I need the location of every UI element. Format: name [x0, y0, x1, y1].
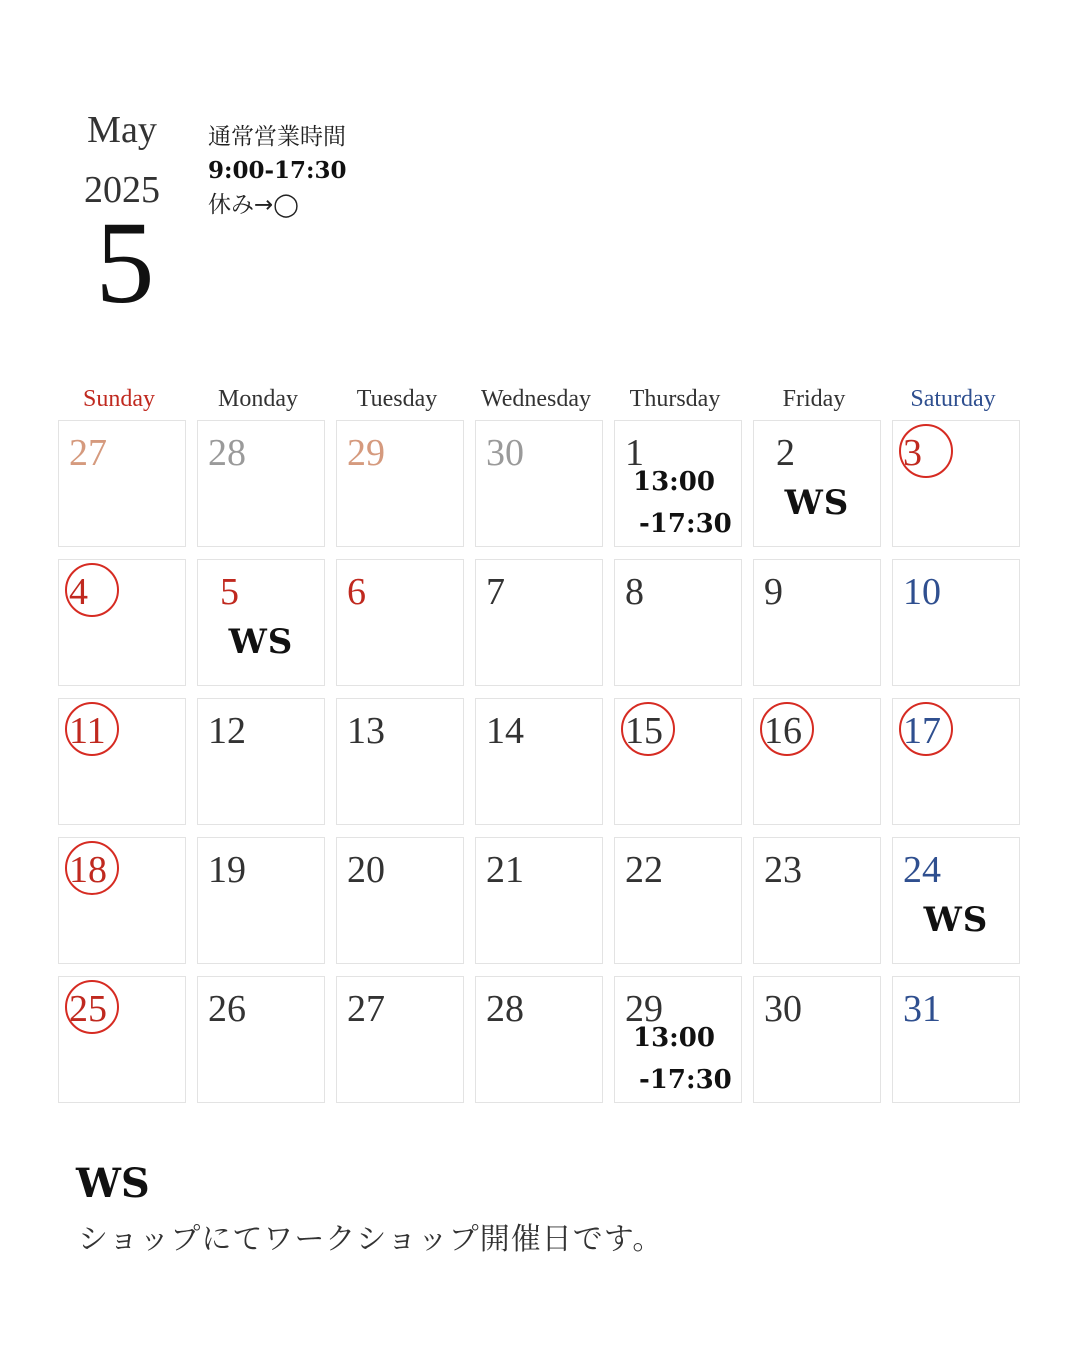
- calendar-day-cell: [336, 559, 464, 686]
- day-number: 4: [69, 571, 88, 613]
- calendar-day-cell: [475, 559, 603, 686]
- day-number: 22: [625, 849, 663, 891]
- calendar-day-cell: [197, 837, 325, 964]
- special-hours-end: -17:30: [639, 509, 732, 539]
- day-number: 3: [903, 432, 922, 474]
- calendar-day-cell: [197, 976, 325, 1103]
- day-number: 9: [764, 571, 783, 613]
- day-number: 24: [903, 849, 941, 891]
- day-number: 30: [764, 988, 802, 1030]
- calendar-day-cell: [58, 559, 186, 686]
- calendar-day-cell: [892, 976, 1020, 1103]
- calendar-day-cell: [753, 976, 881, 1103]
- calendar-day-cell: [475, 420, 603, 547]
- weekday-sunday: Sunday: [83, 386, 155, 412]
- day-number: 15: [625, 710, 663, 752]
- day-number: 6: [347, 571, 366, 613]
- day-number: 14: [486, 710, 524, 752]
- day-number: 1: [625, 432, 644, 474]
- special-hours-start: 13:00: [633, 1023, 715, 1053]
- day-number: 21: [486, 849, 524, 891]
- calendar-day-cell: [336, 420, 464, 547]
- day-number: 25: [69, 988, 107, 1030]
- day-number: 26: [208, 988, 246, 1030]
- calendar-day-cell: [614, 698, 742, 825]
- calendar-day-cell: [614, 976, 742, 1103]
- day-number: 7: [486, 571, 505, 613]
- day-number: 31: [903, 988, 941, 1030]
- calendar-day-cell: [614, 559, 742, 686]
- month-name: May: [87, 109, 157, 151]
- day-number: 17: [903, 710, 941, 752]
- calendar-day-cell: [336, 837, 464, 964]
- day-number: 13: [347, 710, 385, 752]
- weekday-wednesday: Wednesday: [480, 386, 592, 412]
- weekday-saturday: Saturday: [910, 386, 996, 412]
- special-hours-end: -17:30: [639, 1065, 732, 1095]
- day-number: 29: [347, 432, 385, 474]
- calendar-day-cell: [475, 837, 603, 964]
- closed-note: 休み→◯: [208, 192, 300, 218]
- calendar-day-cell: [58, 837, 186, 964]
- calendar-day-cell: [614, 837, 742, 964]
- hours-value: 9:00-17:30: [208, 157, 347, 184]
- calendar-day-cell: [892, 837, 1020, 964]
- day-number: 27: [69, 432, 107, 474]
- day-number: 23: [764, 849, 802, 891]
- day-number: 18: [69, 849, 107, 891]
- calendar-grid: [54, 420, 1026, 1110]
- workshop-badge: WS: [923, 900, 989, 940]
- calendar-day-cell: [614, 420, 742, 547]
- day-number: 5: [220, 571, 239, 613]
- day-number: 2: [776, 432, 795, 474]
- calendar-day-cell: [892, 559, 1020, 686]
- day-number: 8: [625, 571, 644, 613]
- day-number: 16: [764, 710, 802, 752]
- calendar-day-cell: [753, 698, 881, 825]
- calendar-day-cell: [475, 976, 603, 1103]
- weekday-monday: Monday: [218, 386, 298, 412]
- weekday-header: [54, 386, 1026, 420]
- calendar-day-cell: [58, 420, 186, 547]
- year: 2025: [84, 169, 160, 211]
- workshop-badge: WS: [228, 622, 294, 662]
- calendar-day-cell: [336, 976, 464, 1103]
- day-number: 27: [347, 988, 385, 1030]
- calendar-day-cell: [197, 420, 325, 547]
- day-number: 28: [208, 432, 246, 474]
- day-number: 19: [208, 849, 246, 891]
- calendar-day-cell: [197, 559, 325, 686]
- calendar-day-cell: [58, 976, 186, 1103]
- legend-text: ショップにてワークショップ開催日です。: [78, 1222, 664, 1257]
- calendar-day-cell: [753, 559, 881, 686]
- day-number: 10: [903, 571, 941, 613]
- workshop-badge: WS: [784, 483, 850, 523]
- calendar-day-cell: [475, 698, 603, 825]
- legend-title: WS: [76, 1160, 150, 1207]
- hours-title: 通常営業時間: [208, 124, 346, 150]
- calendar-day-cell: [892, 698, 1020, 825]
- weekday-thursday: Thursday: [629, 386, 721, 412]
- day-number: 11: [69, 710, 106, 752]
- day-number: 12: [208, 710, 246, 752]
- calendar-day-cell: [58, 698, 186, 825]
- calendar-day-cell: [753, 837, 881, 964]
- business-hours-info: [208, 120, 347, 222]
- weekday-tuesday: Tuesday: [356, 386, 438, 412]
- day-number: 20: [347, 849, 385, 891]
- month-number: 5: [95, 197, 155, 328]
- day-number: 29: [625, 988, 663, 1030]
- day-number: 28: [486, 988, 524, 1030]
- calendar-day-cell: [753, 420, 881, 547]
- calendar-day-cell: [892, 420, 1020, 547]
- special-hours-start: 13:00: [633, 467, 715, 497]
- calendar-day-cell: [336, 698, 464, 825]
- calendar-day-cell: [197, 698, 325, 825]
- weekday-friday: Friday: [782, 386, 846, 412]
- day-number: 30: [486, 432, 524, 474]
